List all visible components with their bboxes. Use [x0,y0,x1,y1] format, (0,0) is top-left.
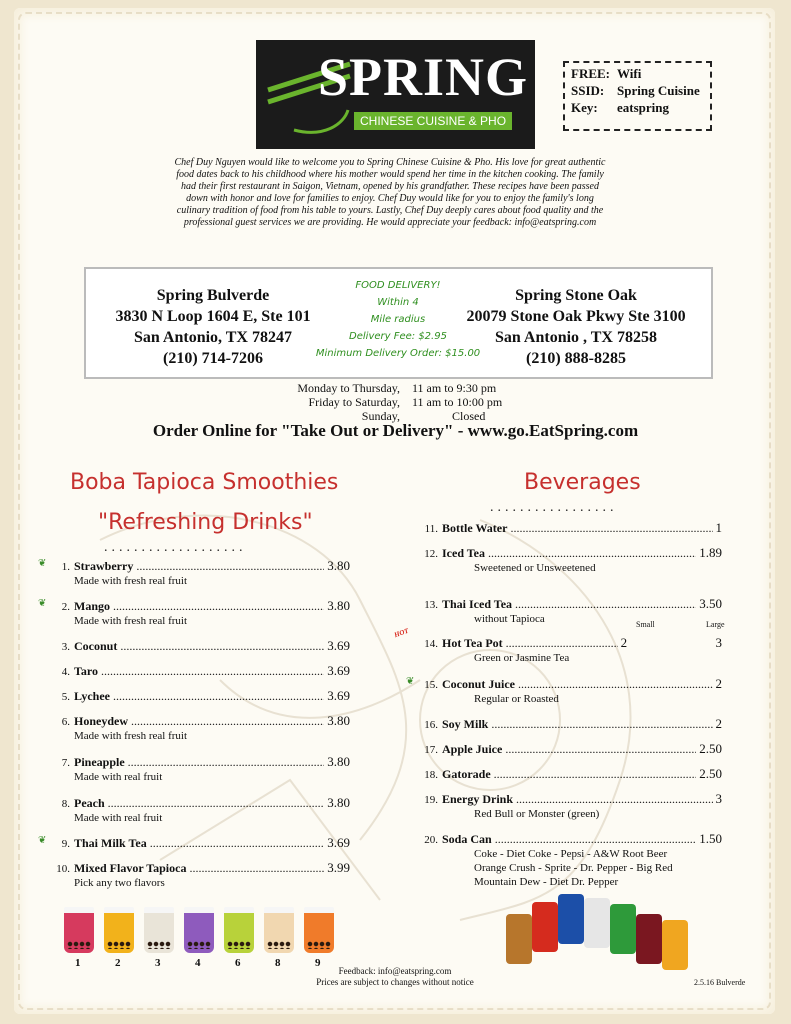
beverage-item: HOT 14. Hot Tea Pot ..... 2 3 Green or Jasmine Tea [408,635,722,665]
boba-item: 3. Coconut ..... 3.69 [40,638,350,654]
boba-cup [104,907,134,953]
chef-intro-text: Chef Duy Nguyen would like to welcome you to Spring Chinese Cuisine & Pho. His love for great authentic food dates back to his childhood where his mother would spend her time in the kitchen cooking. The family had their first restaurant in Saigon, Vietnam, opened by his grandfather. These recipes have been passed down with honor and love for families to enjoy. Chef Duy would like for you to enjoy the family's long culinary tradition of food from his table to yours. Lastly, Chef Duy deeply cares about food quality and the professional guest services we are providing. He would appreciate your feedback: info@eatspring.com [174,157,606,228]
soda-cans-image [502,890,692,970]
wifi-info-box: FREE: Wifi SSID: Spring Cuisine Key: eatspring [563,61,712,131]
print-date: 2.5.16 Bulverde [694,978,746,987]
boba-item: 4. Taro ..... 3.69 [40,663,350,679]
boba-item: ❦ 1. Strawberry ..... 3.80 Made with fresh real fruit [40,558,350,588]
beverage-item: 17. Apple Juice ..... 2.50 [408,741,722,757]
delivery-info: FOOD DELIVERY! Within 4 Mile radius Delivery Fee: $2.95 Minimum Delivery Order: $15.00 [315,280,481,359]
boba-item: 10. Mixed Flavor Tapioca ..... 3.99 Pick any two flavors [40,860,350,890]
beverage-item: 16. Soy Milk ..... 2 [408,716,722,732]
boba-item: ❦ 9. Thai Milk Tea ..... 3.69 [40,835,350,851]
beverages-divider: ................. [490,500,618,515]
boba-item: ❦ 2. Mango ..... 3.80 Made with fresh real fruit [40,598,350,628]
opening-hours: Monday to Thursday, 11 am to 9:30 pm Friday to Saturday, 11 am to 10:00 pm Sunday, Closed [297,381,503,423]
cup-number: 8 [275,957,281,969]
beverage-item: 11. Bottle Water ..... 1 [408,520,722,536]
leaf-icon: ❦ [38,835,47,846]
order-online-banner: Order Online for "Take Out or Delivery" - www.go.EatSpring.com [152,421,639,440]
hot-badge: HOT [393,626,410,640]
location-bulverde: Spring Bulverde 3830 N Loop 1604 E, Ste 101 San Antonio, TX 78247 (210) 714-7206 [115,287,311,367]
cup-number: 3 [155,957,161,969]
beverages-section-title: Beverages [524,470,641,495]
beverage-item: 12. Iced Tea ..... 1.89 Sweetened or Unsweetened [408,545,722,575]
locations-box [84,267,713,379]
boba-cup [144,907,174,953]
footer-notes: Feedback: info@eatspring.com Prices are subject to changes without notice [316,966,474,987]
cup-number: 1 [75,957,81,969]
boba-item: 7. Pineapple ..... 3.80 Made with real fruit [40,754,350,784]
beverage-item: 20. Soda Can ..... 1.50 Coke - Diet Coke - Pepsi - A&W Root Beer Orange Crush - Sprite - Dr. Pepper - Big Red Mountain Dew - Diet Dr. Pepper [408,831,722,889]
cup-number: 9 [315,957,321,969]
logo-subtitle: CHINESE CUISINE & PHO [354,112,512,130]
size-label-large: Large [706,620,725,629]
beverage-item: ❦ 15. Coconut Juice ..... 2 Regular or Roasted [408,676,722,706]
boba-cups-image [64,903,344,953]
leaf-icon: ❦ [38,558,47,569]
spring-logo [256,40,535,149]
cup-number: 4 [195,957,201,969]
boba-section-title: Boba Tapioca Smoothies [70,470,339,495]
boba-divider: ................... [104,540,247,555]
boba-cup [224,907,254,953]
boba-item: 8. Peach ..... 3.80 Made with real fruit [40,795,350,825]
size-label-small: Small [636,620,655,629]
boba-section-subtitle: "Refreshing Drinks" [98,510,313,535]
boba-cup [184,907,214,953]
leaf-icon: ❦ [38,598,47,609]
boba-item: 6. Honeydew ..... 3.80 Made with fresh real fruit [40,713,350,743]
boba-cup [264,907,294,953]
beverage-item: 13. Thai Iced Tea ..... 3.50 without Tapioca [408,596,722,626]
boba-cup [64,907,94,953]
location-stone-oak: Spring Stone Oak 20079 Stone Oak Pkwy Ste 3100 San Antonio , TX 78258 (210) 888-8285 [466,287,686,367]
logo-wordmark: SPRING [318,47,529,107]
leaf-icon: ❦ [406,676,415,687]
cup-number: 2 [115,957,121,969]
beverage-item: 18. Gatorade ..... 2.50 [408,766,722,782]
beverage-item: 19. Energy Drink ..... 3 Red Bull or Monster (green) [408,791,722,821]
boba-cup [304,907,334,953]
boba-item: 5. Lychee ..... 3.69 [40,688,350,704]
cup-number: 6 [235,957,241,969]
